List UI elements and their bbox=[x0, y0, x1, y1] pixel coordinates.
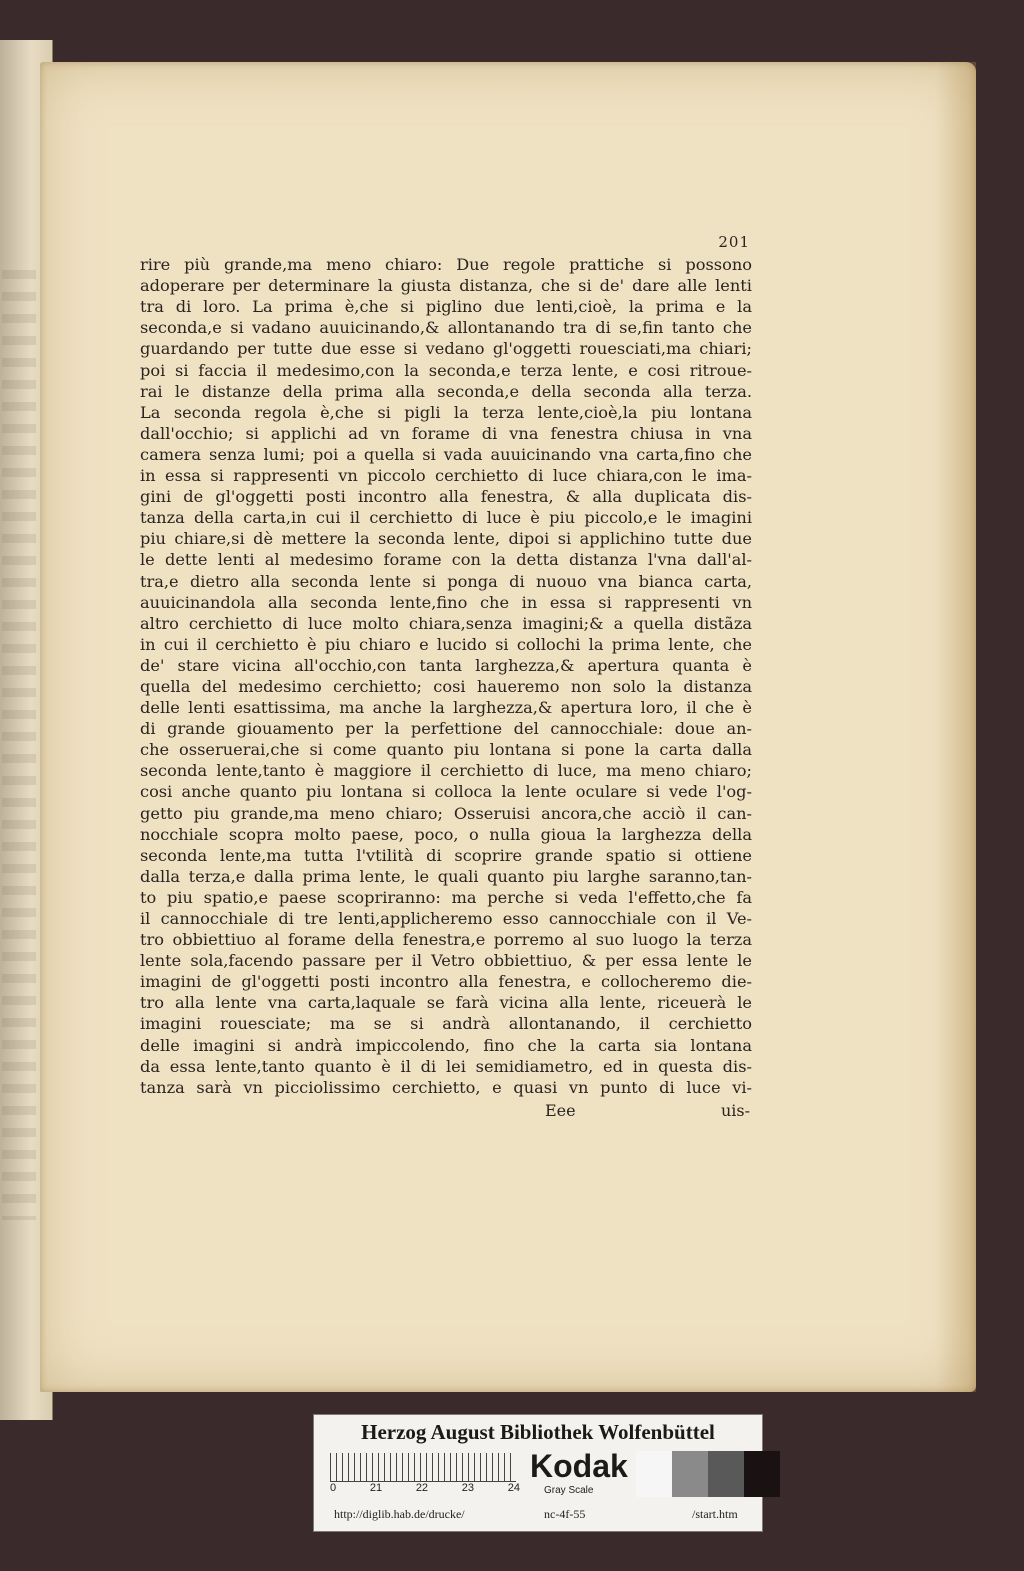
signature-mark: Eee bbox=[545, 1100, 576, 1120]
text-line: to piu spatio,e paese scopriranno: ma perche si veda l'effetto,che fa bbox=[140, 887, 752, 907]
ruler-number: 24 bbox=[507, 1482, 520, 1494]
url-suffix: /start.htm bbox=[692, 1507, 738, 1521]
ruler-numbers bbox=[330, 1482, 520, 1494]
text-line: delle imagini si andrà impiccolendo, fino che la carta sia lontana bbox=[140, 1035, 752, 1055]
page-number: 201 bbox=[718, 233, 750, 251]
text-line: piu chiare,si dè mettere la seconda lente, dipoi si applichino tutte due bbox=[140, 529, 752, 549]
page-edge-stain bbox=[936, 62, 976, 1392]
text-line: le dette lenti al medesimo forame con la detta distanza l'vna dall'al- bbox=[140, 550, 752, 570]
text-line: getto piu grande,ma meno chiaro; Osseruisi ancora,che acciò il can- bbox=[140, 803, 752, 823]
text-line: tro alla lente vna carta,laquale se farà vicina alla lente, riceuerà le bbox=[140, 993, 752, 1013]
text-line: seconda,e si vadano auuicinando,& allontanando tra di se,fin tanto che bbox=[140, 318, 752, 338]
swatch-black bbox=[744, 1451, 780, 1497]
text-line: camera senza lumi; poi a quella si vada auuicinando vna carta,fino che bbox=[140, 444, 752, 464]
text-block bbox=[140, 232, 752, 1122]
text-lines bbox=[140, 254, 752, 1098]
url-base: http://diglib.hab.de/drucke/ bbox=[334, 1507, 465, 1521]
text-line: dalla terza,e dalla prima lente, le quali quanto piu larghe saranno,tan- bbox=[140, 866, 752, 886]
text-line: tro obbiettiuo al forame della fenestra,e porremo al suo luogo la terza bbox=[140, 930, 752, 950]
text-line: lente sola,facendo passare per il Vetro obbiettiuo, & per essa lente le bbox=[140, 951, 752, 971]
gray-swatches bbox=[636, 1451, 780, 1497]
text-line: delle lenti esattissima, ma anche la larghezza,& apertura loro, il che è bbox=[140, 698, 752, 718]
ruler-scale bbox=[330, 1453, 516, 1482]
swatch-dark-gray bbox=[708, 1451, 744, 1497]
text-line: gini de gl'oggetti posti incontro alla fenestra, & alla duplicata dis- bbox=[140, 487, 752, 507]
text-line: che osseruerai,che si come quanto piu lontana si pone la carta dalla bbox=[140, 740, 752, 760]
text-line: cosi anche quanto piu lontana si colloca la lente oculare si vede l'og- bbox=[140, 782, 752, 802]
text-line: in cui il cerchietto è piu chiaro e lucido si collochi la prima lente, che bbox=[140, 634, 752, 654]
text-line: guardando per tutte due esse si vedano gl'oggetti rouesciati,ma chiari; bbox=[140, 339, 752, 359]
text-line: rai le distanze della prima alla seconda,e della seconda alla terza. bbox=[140, 381, 752, 401]
text-line: dall'occhio; si applichi ad vn forame di vna fenestra chiusa in vna bbox=[140, 423, 752, 443]
text-line: tanza della carta,in cui il cerchietto di luce è piu piccolo,e le imagini bbox=[140, 508, 752, 528]
page-footer bbox=[140, 1100, 752, 1122]
text-line: poi si faccia il medesimo,con la seconda,e terza lente, e cosi ritroue- bbox=[140, 360, 752, 380]
text-line: quella del medesimo cerchietto; cosi haueremo non solo la distanza bbox=[140, 676, 752, 696]
ruler-number: 23 bbox=[461, 1482, 475, 1494]
kodak-logo: Kodak bbox=[530, 1448, 628, 1484]
text-line: de' stare vicina all'occhio,con tanta larghezza,& apertura quanta è bbox=[140, 655, 752, 675]
text-line: tra,e dietro alla seconda lente si ponga di nuouo vna bianca carta, bbox=[140, 571, 752, 591]
ruler-number: 22 bbox=[415, 1482, 429, 1494]
text-line: nocchiale scopra molto paese, poco, o nulla gioua la larghezza della bbox=[140, 824, 752, 844]
ruler-number: 21 bbox=[369, 1482, 383, 1494]
text-line: in essa si rappresenti vn piccolo cerchietto di luce chiara,con le ima- bbox=[140, 466, 752, 486]
book-page bbox=[40, 62, 976, 1392]
text-line: tra di loro. La prima è,che si piglino due lenti,cioè, la prima e la bbox=[140, 297, 752, 317]
url-id: nc-4f-55 bbox=[544, 1507, 586, 1521]
text-line: altro cerchietto di luce molto chiara,senza imagini;& a quella distãza bbox=[140, 613, 752, 633]
catchword: uis- bbox=[720, 1100, 750, 1120]
swatch-white bbox=[636, 1451, 672, 1497]
text-line: adoperare per determinare la giusta distanza, che si de' dare alle lenti bbox=[140, 276, 752, 296]
banner-title: Herzog August Bibliothek Wolfenbüttel bbox=[361, 1420, 715, 1444]
text-line: auuicinandola alla seconda lente,fino che in essa si rappresenti vn bbox=[140, 592, 752, 612]
bleed-through-text bbox=[2, 270, 36, 1220]
text-line: La seconda regola è,che si pigli la terza lente,cioè,la piu lontana bbox=[140, 402, 752, 422]
text-line: imagini de gl'oggetti posti incontro alla fenestra, e collocheremo die- bbox=[140, 972, 752, 992]
library-banner bbox=[313, 1414, 763, 1532]
gray-scale-label: Gray Scale bbox=[544, 1485, 594, 1496]
text-line: seconda lente,ma tutta l'vtilità di scoprire grande spatio si ottiene bbox=[140, 845, 752, 865]
text-line: tanza sarà vn picciolissimo cerchietto, e quasi vn punto di luce vi- bbox=[140, 1077, 752, 1097]
ruler-number: 0 bbox=[330, 1482, 337, 1494]
text-line: di grande giouamento per la perfettione del cannocchiale: doue an- bbox=[140, 719, 752, 739]
text-line: rire più grande,ma meno chiaro: Due regole prattiche si possono bbox=[140, 255, 752, 275]
text-line: da essa lente,tanto quanto è il di lei semidiametro, ed in questa dis- bbox=[140, 1056, 752, 1076]
text-line: imagini rouesciate; ma se si andrà allontanando, il cerchietto bbox=[140, 1014, 752, 1034]
swatch-gray bbox=[672, 1451, 708, 1497]
text-line: il cannocchiale di tre lenti,applicheremo esso cannocchiale con il Ve- bbox=[140, 909, 752, 928]
text-line: seconda lente,tanto è maggiore il cerchietto di luce, ma meno chiaro; bbox=[140, 761, 752, 781]
